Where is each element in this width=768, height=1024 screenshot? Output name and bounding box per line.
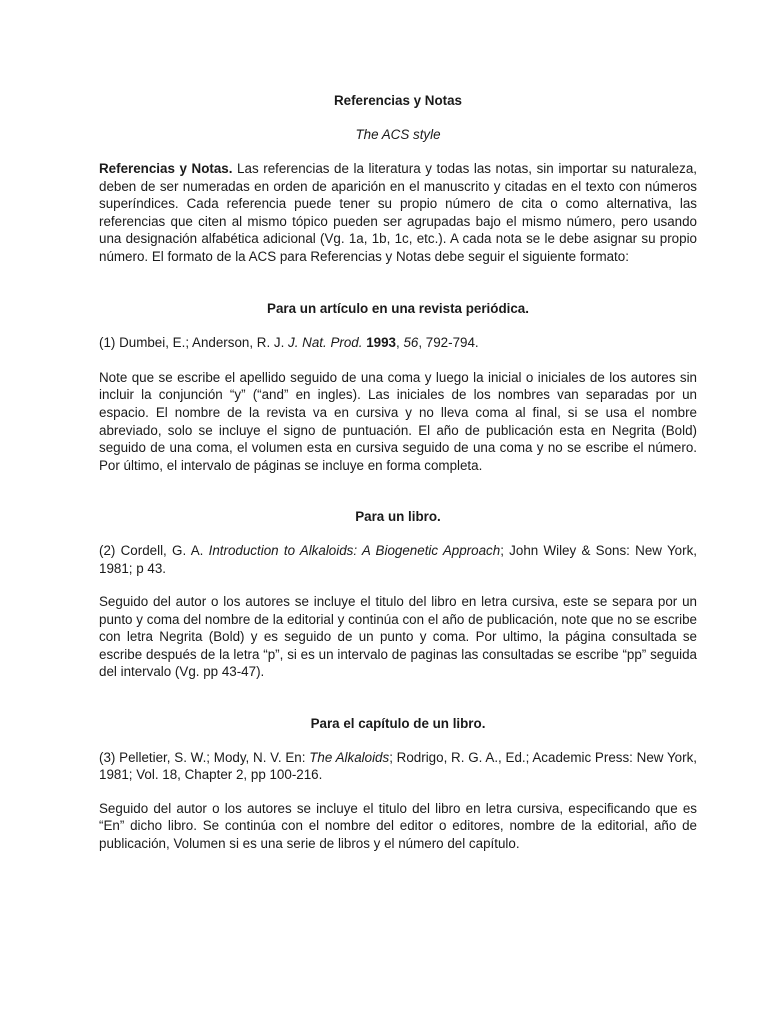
reference-1-pages: , 792-794.	[418, 335, 479, 351]
section-heading-book: Para un libro.	[355, 509, 441, 525]
reference-3	[99, 749, 697, 784]
note-article: Note que se escribe el apellido seguido de una coma y luego la inicial o iniciales de los autores sin incluir la conjunción “y” (“and” en ingles). Las iniciales de los nombres van separadas por un espacio. El nombre de la revista va en cursiva y no lleva coma al final, si se usa el nombre abreviado, solo se incluye el signo de puntuación. El año de publicación esta en Negrita (Bold) seguido de una coma, el volumen esta en cursiva seguido de una coma y no se escribe el número. Por último, el intervalo de páginas se incluye en forma completa.	[99, 369, 697, 473]
reference-2-publisher: ; John Wiley & Sons: New York, 1981; p 43.	[99, 542, 697, 576]
document-title: Referencias y Notas	[333, 93, 462, 108]
intro-paragraph	[99, 160, 697, 266]
reference-1-volume: 56	[403, 335, 419, 351]
reference-3-book-title: The Alkaloids	[309, 749, 390, 765]
reference-1	[99, 334, 697, 352]
document-subtitle: The ACS style	[355, 127, 441, 142]
reference-3-publisher: ; Rodrigo, R. G. A., Ed.; Academic Press: New York, 1981; Vol. 18, Chapter 2, pp 100-216.	[99, 749, 697, 783]
note-book: Seguido del autor o los autores se incluye el titulo del libro en letra cursiva, este se separa por un punto y coma del nombre de la editorial y continúa con el año de publicación, note que no se escribe con letra Negrita (Bold) y es seguido de un punto y coma. Por ultimo, la página consultada se escribe después de la letra “p”, si es un intervalo de paginas las consultadas se escribe “pp” seguida del intervalo (Vg. pp 43-47).	[99, 594, 697, 680]
reference-1-journal: J. Nat. Prod.	[288, 335, 363, 351]
reference-2-authors: (2) Cordell, G. A.	[99, 542, 209, 558]
intro-body: Las referencias de la literatura y todas las notas, sin importar su naturaleza, deben de ser numeradas en orden de aparición en el manuscrito y citadas en el texto con números superíndices. Cada referencia puede tener su propio número de cita o como alternativa, las referencias que citen al mismo tópico pueden ser agrupadas bajo el mismo número, pero usando una designación alfabética adicional (Vg. 1a, 1b, 1c, etc.). A cada nota se le debe asignar su propio número. El formato de la ACS para Referencias y Notas debe seguir el siguiente formato:	[99, 161, 697, 264]
reference-1-authors: (1) Dumbei, E.; Anderson, R. J.	[99, 335, 289, 351]
reference-2	[99, 542, 697, 577]
section-heading-chapter: Para el capítulo de un libro.	[310, 716, 486, 732]
document-page	[99, 90, 697, 853]
note-chapter: Seguido del autor o los autores se incluye el titulo del libro en letra cursiva, especificando que es “En” dicho libro. Se continúa con el nombre del editor o editores, nombre de la editorial, año de publicación, Volumen si es una serie de libros y el número del capítulo.	[99, 800, 697, 852]
reference-2-book-title: Introduction to Alkaloids: A Biogenetic Approach	[208, 542, 501, 558]
intro-lead: Referencias y Notas.	[99, 161, 233, 176]
reference-1-comma: ,	[395, 335, 404, 351]
section-heading-article: Para un artículo en una revista periódica.	[267, 300, 529, 316]
reference-3-authors: (3) Pelletier, S. W.; Mody, N. V. En:	[99, 749, 310, 765]
reference-1-year: 1993	[366, 335, 396, 351]
